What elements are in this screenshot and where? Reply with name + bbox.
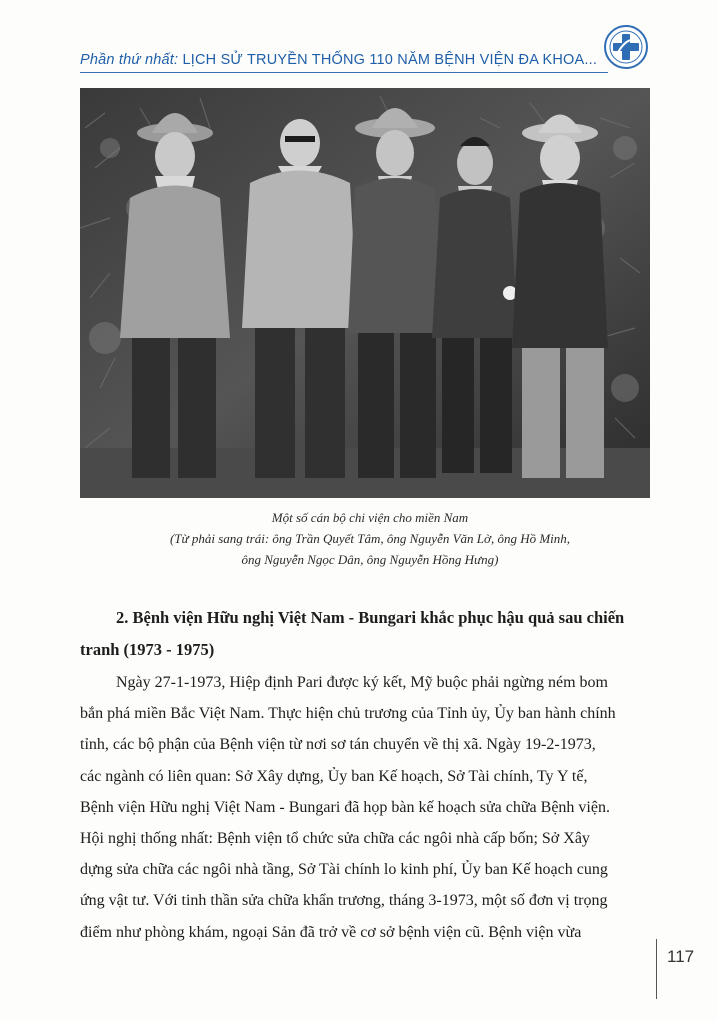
paragraph-line: tỉnh, các bộ phận của Bệnh viện từ nơi sơ tán chuyển về thị xã. Ngày 19-2-1973,	[80, 736, 596, 754]
paragraph-line: điểm như phòng khám, ngoại Sản đã trở về cơ sở bệnh viện cũ. Bệnh viện vừa	[80, 923, 582, 941]
caption-line: Một số cán bộ chi viện cho miền Nam	[271, 510, 469, 525]
caption-line: ông Nguyễn Ngọc Dân, ông Nguyễn Hồng Hưng)	[241, 552, 499, 567]
paragraph-line: Bệnh viện Hữu nghị Việt Nam - Bungari đã họp bàn kế hoạch sửa chữa Bệnh viện.	[80, 798, 610, 816]
page-number: 117	[667, 947, 695, 966]
historical-group-photo	[80, 88, 650, 498]
section-heading-line: tranh (1973 - 1975)	[80, 640, 215, 659]
paragraph-line: Ngày 27-1-1973, Hiệp định Pari được ký kết, Mỹ buộc phải ngừng ném bom	[116, 674, 608, 691]
section-heading-line: 2. Bệnh viện Hữu nghị Việt Nam - Bungari khắc phục hậu quả sau chiến	[116, 608, 625, 627]
photo-caption	[110, 507, 630, 570]
paragraph-line: các ngành có liên quan: Sở Xây dựng, Ủy ban Kế hoạch, Sở Tài chính, Ty Y tế,	[80, 767, 588, 785]
paragraph-line: ứng vật tư. Với tinh thần sửa chữa khẩn trương, tháng 3-1973, một số đơn vị trọng	[80, 892, 608, 910]
section-heading	[80, 602, 640, 666]
page-number-divider	[656, 939, 657, 999]
running-header	[80, 52, 620, 74]
hospital-emblem-icon	[603, 24, 649, 70]
caption-line: (Từ phải sang trái: ông Trần Quyết Tâm, ông Nguyễn Văn Lờ, ông Hồ Minh,	[169, 531, 571, 546]
paragraph-line: dựng sửa chữa các ngôi nhà tầng, Sở Tài chính lo kinh phí, Ủy ban Kế hoạch cung	[80, 861, 608, 879]
running-header-text	[80, 52, 597, 68]
header-divider	[80, 72, 608, 73]
body-paragraph	[80, 667, 640, 948]
header-book-title: LỊCH SỬ TRUYỀN THỐNG 110 NĂM BỆNH VIỆN ĐA KHOA...	[182, 52, 598, 68]
paragraph-line: bắn phá miền Bắc Việt Nam. Thực hiện chủ trương của Tỉnh ủy, Ủy ban hành chính	[80, 705, 616, 723]
header-part-label: Phần thứ nhất:	[80, 52, 179, 68]
paragraph-line: Hội nghị thống nhất: Bệnh viện tổ chức sửa chữa các ngôi nhà cấp bốn; Sở Xây	[80, 830, 590, 848]
